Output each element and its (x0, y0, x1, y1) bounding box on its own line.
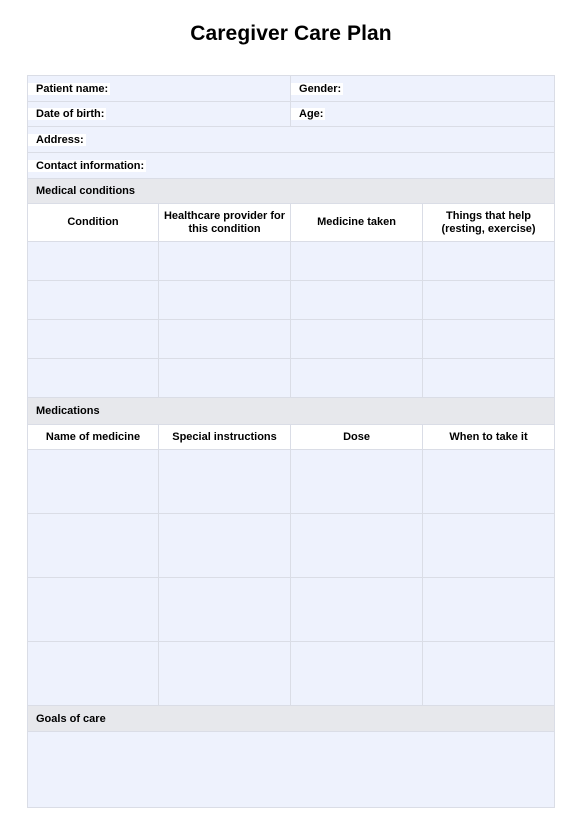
gender-field[interactable] (291, 76, 555, 102)
table-cell[interactable] (28, 450, 159, 514)
date-of-birth-label: Date of birth: (28, 108, 106, 120)
table-cell[interactable] (28, 642, 159, 706)
contact-information-field[interactable] (28, 153, 555, 179)
address-label: Address: (28, 134, 86, 146)
medications-heading: Medications (28, 398, 555, 425)
care-plan-form (27, 75, 555, 808)
table-cell[interactable] (159, 578, 291, 642)
table-cell[interactable] (291, 514, 423, 578)
table-row (28, 578, 555, 642)
column-header-things-that-help: Things that help (resting, exercise) (423, 204, 555, 242)
patient-name-field[interactable] (28, 76, 291, 102)
table-row (28, 642, 555, 706)
table-row (28, 514, 555, 578)
table-cell[interactable] (28, 514, 159, 578)
table-row (28, 450, 555, 514)
medical-conditions-heading: Medical conditions (28, 179, 555, 204)
table-cell[interactable] (28, 359, 159, 398)
table-cell[interactable] (28, 578, 159, 642)
table-cell[interactable] (28, 320, 159, 359)
table-cell[interactable] (159, 514, 291, 578)
table-cell[interactable] (159, 642, 291, 706)
table-cell[interactable] (423, 359, 555, 398)
patient-name-label: Patient name: (28, 83, 110, 95)
table-cell[interactable] (423, 242, 555, 281)
page-title: Caregiver Care Plan (190, 22, 392, 45)
table-cell[interactable] (291, 642, 423, 706)
table-cell[interactable] (423, 450, 555, 514)
table-cell[interactable] (28, 281, 159, 320)
table-cell[interactable] (291, 359, 423, 398)
table-cell[interactable] (423, 320, 555, 359)
table-row (28, 320, 555, 359)
gender-label: Gender: (291, 83, 343, 95)
contact-information-label: Contact information: (28, 160, 146, 172)
table-row (28, 281, 555, 320)
goals-of-care-heading: Goals of care (28, 706, 555, 732)
column-header-dose: Dose (291, 425, 423, 450)
table-cell[interactable] (159, 359, 291, 398)
column-header-medicine-taken: Medicine taken (291, 204, 423, 242)
table-cell[interactable] (159, 450, 291, 514)
goals-of-care-input[interactable] (28, 732, 555, 808)
column-header-special-instructions: Special instructions (159, 425, 291, 450)
table-cell[interactable] (159, 281, 291, 320)
table-cell[interactable] (423, 281, 555, 320)
column-header-name-of-medicine: Name of medicine (28, 425, 159, 450)
table-cell[interactable] (159, 242, 291, 281)
table-row (28, 359, 555, 398)
table-cell[interactable] (291, 578, 423, 642)
column-header-when-to-take-it: When to take it (423, 425, 555, 450)
age-field[interactable] (291, 102, 555, 127)
table-row (28, 242, 555, 281)
table-cell[interactable] (291, 281, 423, 320)
table-cell[interactable] (291, 450, 423, 514)
age-label: Age: (291, 108, 325, 120)
table-cell[interactable] (159, 320, 291, 359)
column-header-condition: Condition (28, 204, 159, 242)
address-field[interactable] (28, 127, 555, 153)
column-header-healthcare-provider: Healthcare provider for this condition (159, 204, 291, 242)
date-of-birth-field[interactable] (28, 102, 291, 127)
table-cell[interactable] (423, 514, 555, 578)
table-cell[interactable] (423, 578, 555, 642)
table-cell[interactable] (291, 242, 423, 281)
table-cell[interactable] (28, 242, 159, 281)
table-cell[interactable] (423, 642, 555, 706)
table-cell[interactable] (291, 320, 423, 359)
